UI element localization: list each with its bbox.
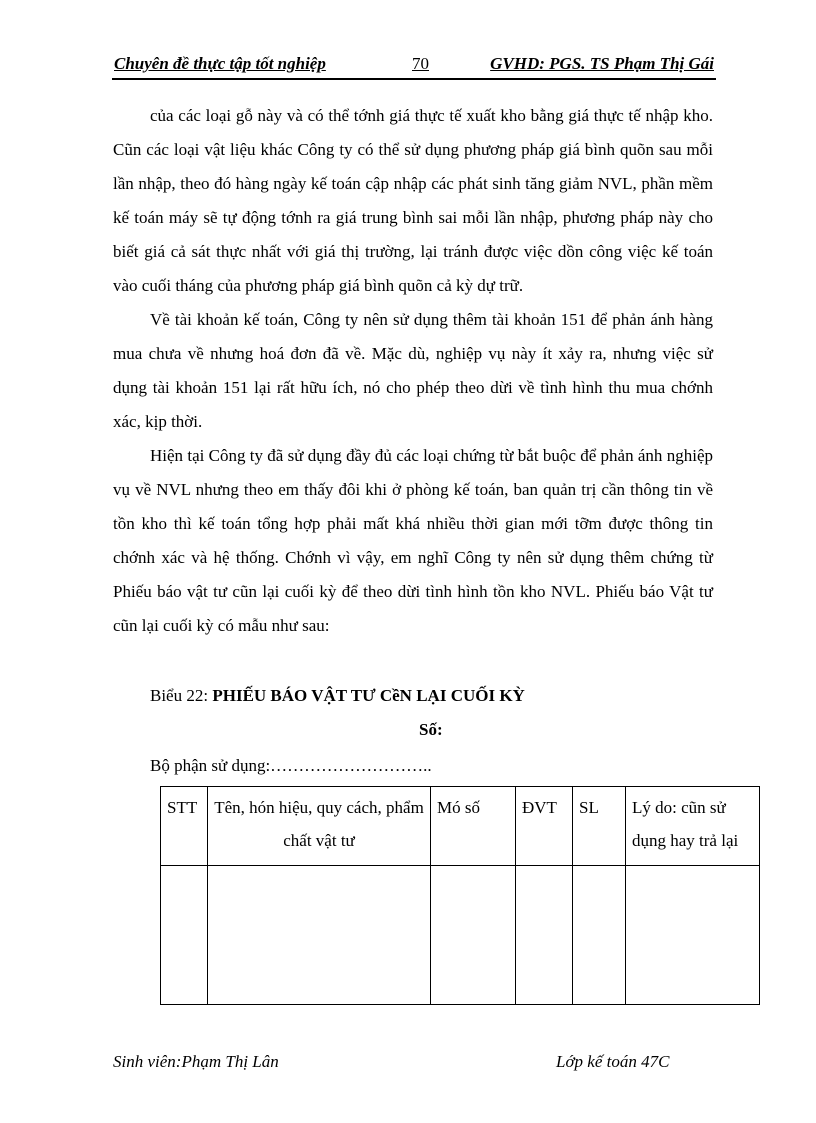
body-text: [113, 99, 713, 643]
table-cell: [431, 866, 516, 1005]
footer-class: Lớp kế toán 47C: [556, 1052, 670, 1071]
page-number: 70: [412, 54, 429, 73]
col-stt: STT: [161, 787, 208, 866]
paragraph-1: của các loại gỗ này và có thể tớnh giá thực tế xuất kho bằng giá thực tế nhập kho. Cũn các loại vật liệu khác Công ty có thể sử dụng phương pháp giá bình quõn sau mỗi lần nhập, theo đó hàng ngày kế toán cập nhập các phát sinh tăng giảm NVL, phần mềm kế toán máy sẽ tự động tớnh ra giá trung bình sai mỗi lần nhập, phương pháp này cho biết giá cả sát thực nhất với giá thị trường, lại tránh được việc dồn công việc kế toán vào cuối tháng của phương pháp giá bình quõn cả kỳ dự trữ.: [113, 106, 713, 295]
table-header-row: [161, 787, 760, 866]
col-quantity: SL: [573, 787, 626, 866]
paragraph-3: Hiện tại Công ty đã sử dụng đầy đủ các loại chứng từ bắt buộc để phản ánh nghiệp vụ về NVL nhưng theo em thấy đôi khi ở phòng kế toán, ban quản trị cần thông tin về tồn kho thì kế toán tổng hợp phải mất khá nhiều thời gian mới tỡm được thông tin chớnh xác và hệ thống. Chớnh vì vậy, em nghĩ Công ty nên sử dụng thêm chứng từ Phiếu báo vật tư cũn lại cuối kỳ để theo dừi tình hình tồn kho NVL. Phiếu báo Vật tư cũn lại cuối kỳ có mẫu như sau:: [113, 446, 713, 635]
paragraph-2: Về tài khoản kế toán, Công ty nên sử dụng thêm tài khoản 151 để phản ánh hàng mua chưa về nhưng hoá đơn đã về. Mặc dù, nghiệp vụ này ít xảy ra, nhưng việc sử dụng tài khoản 151 lại rất hữu ích, nó cho phép theo dừi về tình hình thu mua chớnh xác, kịp thời.: [113, 310, 713, 431]
page-header: [112, 52, 716, 80]
col-name: Tên, hón hiệu, quy cách, phẩm chất vật tư: [208, 787, 431, 866]
col-code: Mó số: [431, 787, 516, 866]
department-label: Bộ phận sử dụng:………………………..: [150, 756, 432, 775]
table-cell: [161, 866, 208, 1005]
footer-student: Sinh viên:Phạm Thị Lân: [113, 1052, 279, 1071]
document-title: Chuyên đề thực tập tốt nghiệp: [114, 54, 326, 73]
form-caption: [150, 686, 525, 706]
table-cell: [208, 866, 431, 1005]
table-row: [161, 866, 760, 1005]
caption-title: PHIẾU BÁO VẬT TƯ CềN LẠI CUỐI KỲ: [212, 686, 525, 705]
table-cell: [626, 866, 760, 1005]
col-unit: ĐVT: [516, 787, 573, 866]
col-reason: Lý do: cũn sử dụng hay trả lại: [626, 787, 760, 866]
supervisor: GVHD: PGS. TS Phạm Thị Gái: [490, 54, 714, 73]
table-cell: [573, 866, 626, 1005]
caption-prefix: Biểu 22:: [150, 686, 213, 705]
form-number-label: Số:: [419, 720, 443, 739]
material-report-table: [160, 786, 760, 1005]
table-cell: [516, 866, 573, 1005]
